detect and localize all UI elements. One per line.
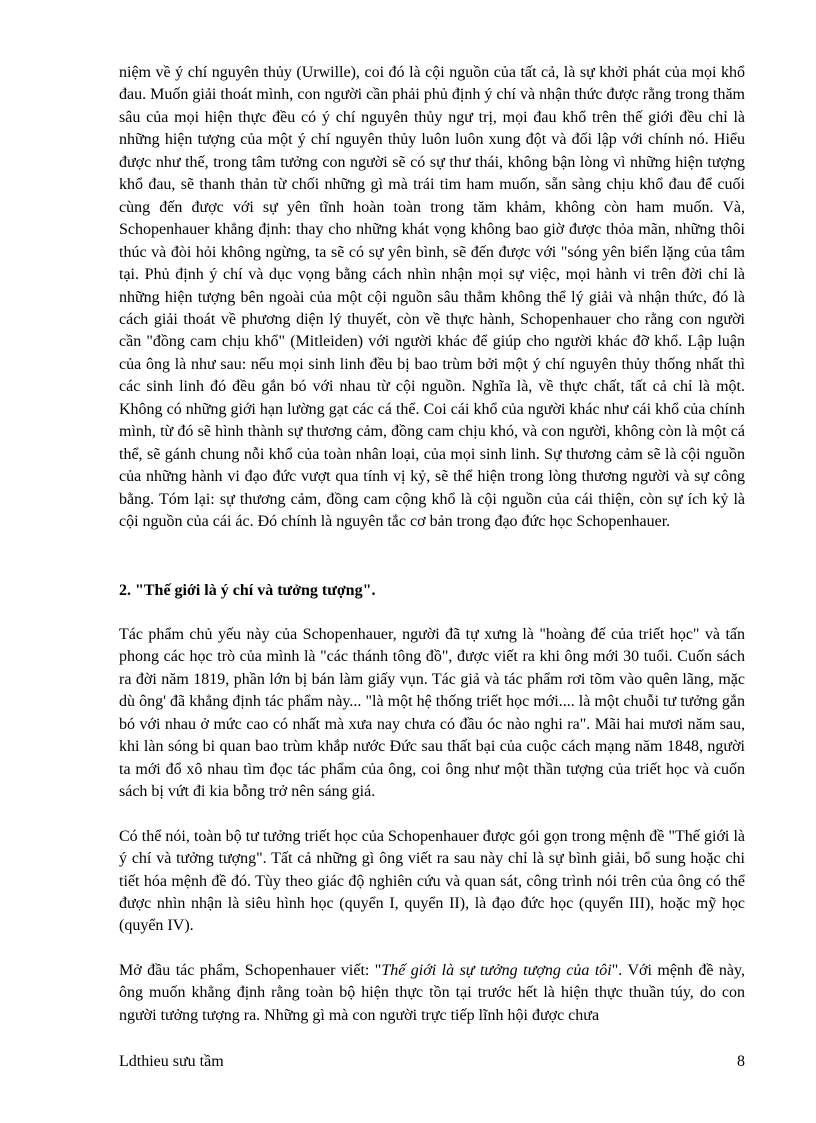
paragraph-2: Tác phẩm chủ yếu này của Schopenhauer, người đã tự xưng là "hoàng đế của triết học" và tấn phong các học trò của mình là "các thánh tông đồ", được viết ra khi ông mới 30 tuổi. Cuốn sách ra đời năm 1819, phần lớn bị bán làm giấy vụn. Tác giả và tác phẩm rơi tõm vào quên lãng, mặc dù ông' đã khẳng định tác phẩm này... "là một hệ thống triết học mới.... là một chuỗi tư tưởng gắn bó với nhau ở mức cao có nhất mà xưa nay chưa có đầu óc nào nghi ra". Mãi hai mươi năm sau, khi làn sóng bi quan bao trùm khắp nước Đức sau thất bại của cuộc cách mạng năm 1848, người ta mới đổ xô nhau tìm đọc tác phẩm của ông, coi ông như một thần tượng của triết học và cuốn sách bị vứt đi kia bỗng trở nên sáng giá. <box>119 625 745 801</box>
page-body <box>119 62 745 1027</box>
footer-source: Ldthieu sưu tầm <box>119 1053 224 1070</box>
page-footer <box>119 1052 745 1072</box>
spacer <box>119 602 745 624</box>
paragraph-4 <box>119 960 745 1027</box>
paragraph-4-start: Mở đầu tác phẩm, Schopenhauer viết: " <box>119 961 382 979</box>
spacer <box>119 534 745 580</box>
paragraph-1: niệm về ý chí nguyên thủy (Urwille), coi đó là cội nguồn của tất cả, là sự khởi phát của mọi khổ đau. Muốn giải thoát mình, con người cần phải phủ định ý chí và nhận thức được rằng trong thăm sâu của mọi hiện thực đều có ý chí nguyên thủy ngư trị, mọi đau khổ trên thế giới đều chỉ là những hiện tượng của một ý chí nguyên thủy luôn luôn xung đột và đối lập với chính nó. Hiểu được như thế, trong tâm tưởng con người sẽ có sự thư thái, không bận lòng vì những hiện tượng khổ đau, sẽ thanh thản từ chối những gì mà trái tim ham muốn, sẵn sàng chịu khổ đau để cuối cùng đến được với sự yên tĩnh hoàn toàn trong tăm khảm, không còn ham muốn. Và, Schopenhauer khẳng định: thay cho những khát vọng không bao giờ được thỏa mãn, những thôi thúc và đòi hỏi không ngừng, ta sẽ có sự yên bình, sẽ đến được với "sóng yên biển lặng của tâm tại. Phủ định ý chí và dục vọng bằng cách nhìn nhận mọi sự việc, mọi hành vi trên đời chỉ là những hiện tượng bên ngoài của một cội nguồn sâu thẳm không thể lý giải và nhận thức, đó là cách giải thoát về phương diện lý thuyết, còn về thực hành, Schopenhauer cho rằng con người cần "đồng cam chịu khổ" (Mitleiden) với người khác để giúp cho người khác đỡ khổ. Lập luận của ông là như sau: nếu mọi sinh linh đều bị bao trùm bởi một ý chí nguyên thủy thống nhất thì các sinh linh đó đều gắn bó với nhau từ cội nguồn. Nghĩa là, về thực chất, tất cả chỉ là một. Không có những giới hạn lường gạt các cá thể. Coi cái khổ của người khác như cái khổ của chính mình, từ đó sẽ hình thành sự thương cảm, đồng cam chịu khó, và con người, không còn là một cá thể, sẽ gánh chung nỗi khổ của toàn nhân loại, của mọi sinh linh. Sự thương cảm sẽ là cội nguồn của những hành vi đạo đức vượt qua tính vị kỷ, sẽ thể hiện trong lòng thương người và sự công bằng. Tóm lại: sự thương cảm, đồng cam cộng khổ là cội nguồn của cái thiện, còn sự ích kỷ là cội nguồn của cái ác. Đó chính là nguyên tắc cơ bản trong đạo đức học Schopenhauer. <box>119 64 745 531</box>
section-heading: 2. "Thế giới là ý chí và tưởng tượng". <box>119 581 376 599</box>
spacer <box>119 938 745 960</box>
paragraph-3: Có thể nói, toàn bộ tư tưởng triết học của Schopenhauer được gói gọn trong mệnh đề "Thế giới là ý chí và tưởng tượng". Tất cả những gì ông viết ra sau này chỉ là sự bình giải, bổ sung hoặc chi tiết hóa mệnh đề đó. Tùy theo giác độ nghiên cứu và quan sát, công trình nói trên của ông có thể được nhìn nhận là siêu hình học (quyển I, quyển II), là đạo đức học (quyển III), hoặc mỹ học (quyển IV). <box>119 827 745 935</box>
paragraph-4-end: ". Với mệnh đề này, ông muốn khẳng định rằng toàn bộ hiện thực tồn tại trước hết là hiện thực thuần túy, do con người tưởng tượng ra. Những gì mà con người trực tiếp lĩnh hội được chưa <box>119 961 745 1024</box>
spacer <box>119 804 745 826</box>
paragraph-4-quote: Thế giới là sự tưởng tượng của tôi <box>381 961 612 979</box>
page-number: 8 <box>737 1053 745 1070</box>
